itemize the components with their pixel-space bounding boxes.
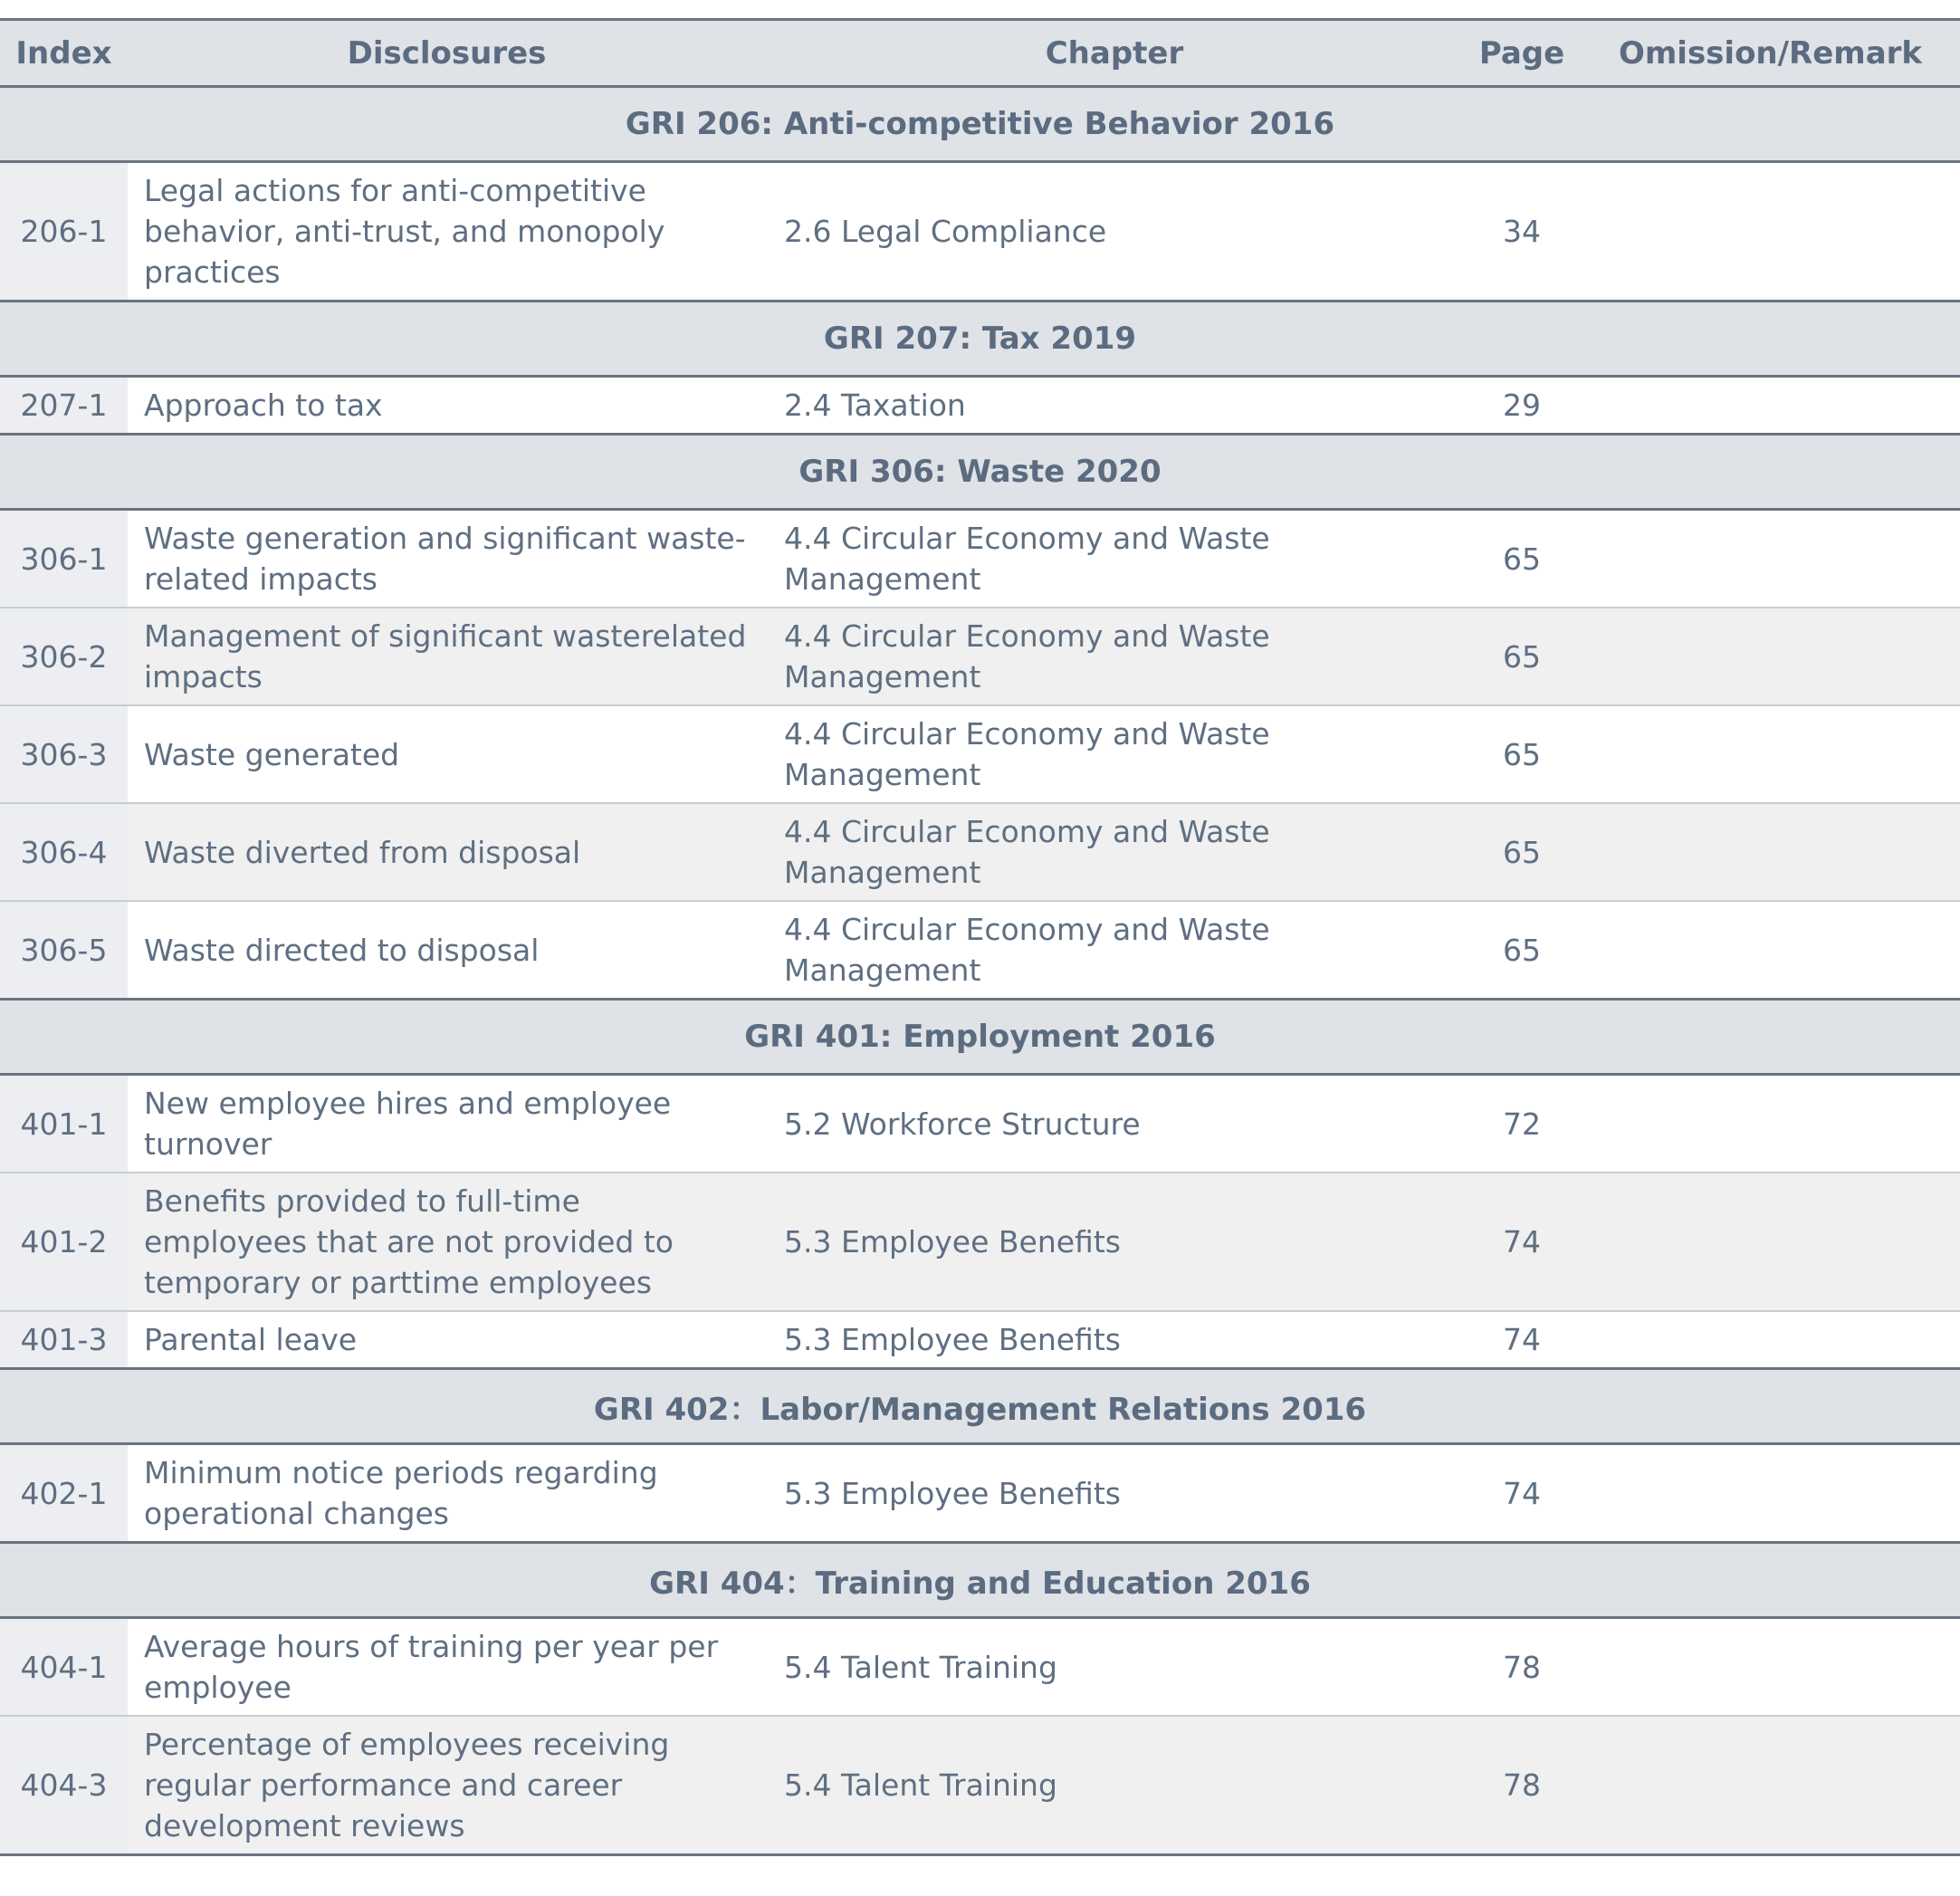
header-page: Page	[1463, 20, 1581, 87]
page-cell: 34	[1463, 162, 1581, 302]
disclosure-cell: Waste generation and significant waste-related impacts	[128, 510, 766, 608]
table-row	[0, 1716, 1960, 1855]
table-body	[0, 87, 1960, 1855]
disclosure-cell: Management of significant wasterelated impacts	[128, 608, 766, 705]
index-cell: 306-1	[0, 510, 128, 608]
chapter-cell: 4.4 Circular Economy and Waste Management	[766, 803, 1463, 901]
remark-cell	[1581, 1173, 1960, 1311]
page-cell: 74	[1463, 1173, 1581, 1311]
disclosure-cell: Waste diverted from disposal	[128, 803, 766, 901]
gri-index-table-container	[0, 18, 1960, 1856]
page-cell: 78	[1463, 1618, 1581, 1717]
page-cell: 65	[1463, 705, 1581, 803]
section-header-row	[0, 1543, 1960, 1618]
index-cell: 306-5	[0, 901, 128, 1000]
section-title: GRI 402：Labor/Management Relations 2016	[0, 1369, 1960, 1444]
section-header-row	[0, 302, 1960, 377]
index-cell: 401-3	[0, 1311, 128, 1369]
chapter-cell: 4.4 Circular Economy and Waste Management	[766, 705, 1463, 803]
header-disclosures: Disclosures	[128, 20, 766, 87]
remark-cell	[1581, 1618, 1960, 1717]
page-cell: 72	[1463, 1075, 1581, 1173]
table-row	[0, 705, 1960, 803]
disclosure-cell: New employee hires and employee turnover	[128, 1075, 766, 1173]
page-cell: 78	[1463, 1716, 1581, 1855]
remark-cell	[1581, 1075, 1960, 1173]
section-header-row	[0, 435, 1960, 510]
remark-cell	[1581, 705, 1960, 803]
remark-cell	[1581, 1716, 1960, 1855]
chapter-cell: 5.4 Talent Training	[766, 1618, 1463, 1717]
table-row	[0, 1311, 1960, 1369]
page-cell: 74	[1463, 1444, 1581, 1543]
remark-cell	[1581, 1444, 1960, 1543]
remark-cell	[1581, 803, 1960, 901]
chapter-cell: 5.3 Employee Benefits	[766, 1444, 1463, 1543]
table-row	[0, 1173, 1960, 1311]
page-cell: 65	[1463, 803, 1581, 901]
index-cell: 306-2	[0, 608, 128, 705]
remark-cell	[1581, 608, 1960, 705]
disclosure-cell: Legal actions for anti-competitive behavior, anti-trust, and monopoly practices	[128, 162, 766, 302]
index-cell: 401-2	[0, 1173, 128, 1311]
chapter-cell: 5.2 Workforce Structure	[766, 1075, 1463, 1173]
section-title: GRI 206: Anti-competitive Behavior 2016	[0, 87, 1960, 162]
header-omission: Omission/Remark	[1581, 20, 1960, 87]
section-title: GRI 404：Training and Education 2016	[0, 1543, 1960, 1618]
section-title: GRI 306: Waste 2020	[0, 435, 1960, 510]
remark-cell	[1581, 377, 1960, 435]
page-cell: 74	[1463, 1311, 1581, 1369]
index-cell: 401-1	[0, 1075, 128, 1173]
table-row	[0, 1075, 1960, 1173]
chapter-cell: 4.4 Circular Economy and Waste Management	[766, 510, 1463, 608]
page-cell: 29	[1463, 377, 1581, 435]
table-row	[0, 803, 1960, 901]
table-row	[0, 510, 1960, 608]
disclosure-cell: Benefits provided to full-time employees that are not provided to temporary or parttime employees	[128, 1173, 766, 1311]
table-row	[0, 377, 1960, 435]
section-title: GRI 207: Tax 2019	[0, 302, 1960, 377]
chapter-cell: 5.3 Employee Benefits	[766, 1173, 1463, 1311]
chapter-cell: 4.4 Circular Economy and Waste Management	[766, 608, 1463, 705]
page-cell: 65	[1463, 608, 1581, 705]
gri-index-table	[0, 18, 1960, 1856]
table-row	[0, 1444, 1960, 1543]
table-row	[0, 1618, 1960, 1717]
disclosure-cell: Waste directed to disposal	[128, 901, 766, 1000]
chapter-cell: 2.6 Legal Compliance	[766, 162, 1463, 302]
chapter-cell: 4.4 Circular Economy and Waste Management	[766, 901, 1463, 1000]
disclosure-cell: Average hours of training per year per employee	[128, 1618, 766, 1717]
chapter-cell: 5.4 Talent Training	[766, 1716, 1463, 1855]
remark-cell	[1581, 901, 1960, 1000]
header-chapter: Chapter	[766, 20, 1463, 87]
section-header-row	[0, 87, 1960, 162]
table-header-row	[0, 20, 1960, 87]
index-cell: 306-4	[0, 803, 128, 901]
index-cell: 404-3	[0, 1716, 128, 1855]
index-cell: 206-1	[0, 162, 128, 302]
page-cell: 65	[1463, 510, 1581, 608]
chapter-cell: 5.3 Employee Benefits	[766, 1311, 1463, 1369]
index-cell: 404-1	[0, 1618, 128, 1717]
disclosure-cell: Minimum notice periods regarding operational changes	[128, 1444, 766, 1543]
chapter-cell: 2.4 Taxation	[766, 377, 1463, 435]
section-header-row	[0, 1000, 1960, 1075]
remark-cell	[1581, 162, 1960, 302]
table-row	[0, 608, 1960, 705]
section-title: GRI 401: Employment 2016	[0, 1000, 1960, 1075]
section-header-row	[0, 1369, 1960, 1444]
disclosure-cell: Waste generated	[128, 705, 766, 803]
index-cell: 402-1	[0, 1444, 128, 1543]
page-cell: 65	[1463, 901, 1581, 1000]
remark-cell	[1581, 510, 1960, 608]
table-row	[0, 162, 1960, 302]
disclosure-cell: Approach to tax	[128, 377, 766, 435]
remark-cell	[1581, 1311, 1960, 1369]
index-cell: 207-1	[0, 377, 128, 435]
disclosure-cell: Percentage of employees receiving regular performance and career development reviews	[128, 1716, 766, 1855]
index-cell: 306-3	[0, 705, 128, 803]
header-index: Index	[0, 20, 128, 87]
table-row	[0, 901, 1960, 1000]
disclosure-cell: Parental leave	[128, 1311, 766, 1369]
